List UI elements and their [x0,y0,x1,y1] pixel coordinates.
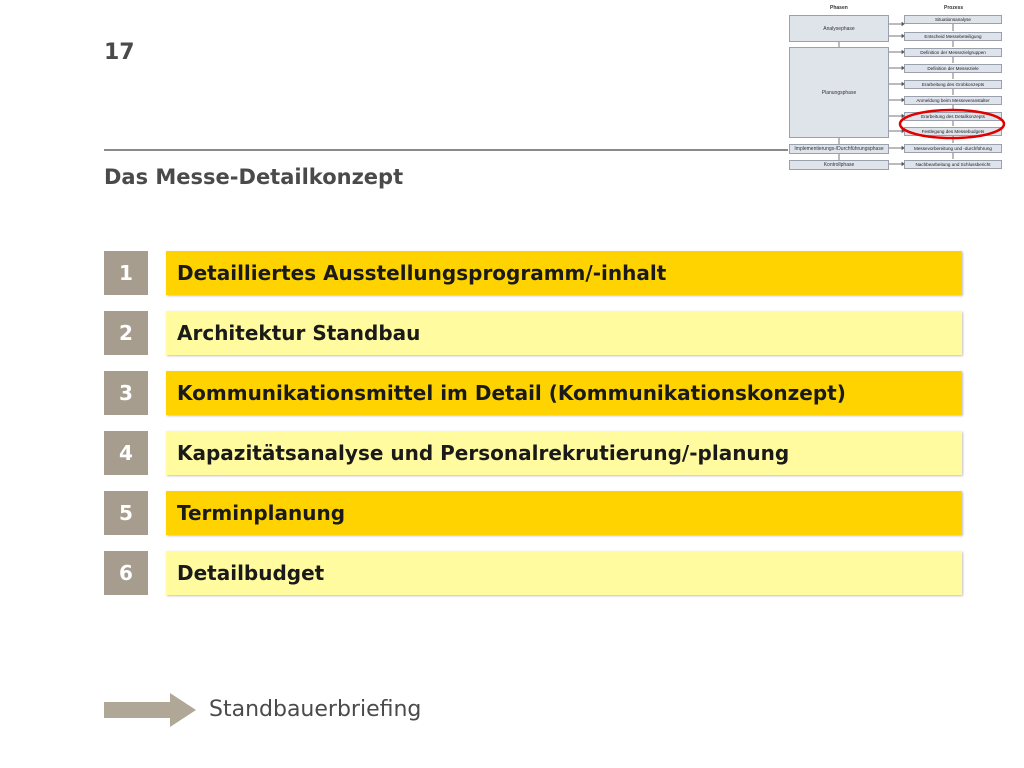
process-step: Situationsanalyse [904,15,1002,24]
title-divider [104,149,788,151]
phase-implementation: Implementierungs-/Durchführungsphase [789,144,889,154]
process-step: Messevorbereitung und -durchführung [904,144,1002,153]
item-bar[interactable]: Terminplanung [166,491,962,535]
item-bar[interactable]: Kapazitätsanalyse und Personalrekrutierung/-planung [166,431,962,475]
process-step: Festlegung des Messebudgets [904,127,1002,136]
item-bar[interactable]: Detailbudget [166,551,962,595]
item-number-badge: 4 [104,431,148,475]
phase-analysis: Analysephase [789,15,889,42]
item-bar[interactable]: Detailliertes Ausstellungsprogramm/-inhalt [166,251,962,295]
item-number-badge: 3 [104,371,148,415]
diagram-connectors [784,0,1010,176]
item-number-badge: 6 [104,551,148,595]
item-bar[interactable]: Kommunikationsmittel im Detail (Kommunikationskonzept) [166,371,962,415]
item-row-2 [104,311,962,355]
process-step: Erarbeitung des Detailkonzepts [904,112,1002,121]
diagram-header-phases: Phasen [830,5,848,11]
item-number-badge: 5 [104,491,148,535]
process-step: Definition der Messeziele [904,64,1002,73]
highlight-circle [900,110,1004,138]
phase-control: Kontrollphase [789,160,889,170]
process-diagram-thumbnail [784,0,1010,176]
next-step-label: Standbauerbriefing [209,697,422,722]
process-step: Entscheid Messebeteiligung [904,32,1002,41]
process-step: Nachbearbeitung und Schlussbericht [904,160,1002,169]
item-bar[interactable]: Architektur Standbau [166,311,962,355]
diagram-header-process: Prozess [944,5,964,11]
item-row-4 [104,431,962,475]
item-row-6 [104,551,962,595]
process-step: Anmeldung beim Messeveranstalter [904,96,1002,105]
slide-title: Das Messe-Detailkonzept [104,165,404,189]
item-row-3 [104,371,962,415]
item-number-badge: 1 [104,251,148,295]
item-row-5 [104,491,962,535]
item-number-badge: 2 [104,311,148,355]
process-step: Erarbeitung des Grobkonzepts [904,80,1002,89]
item-row-1 [104,251,962,295]
slide-number: 17 [104,40,135,65]
process-step: Definition der Messezielgruppen [904,48,1002,57]
phase-planning: Planungsphase [789,47,889,138]
arrow-right-icon [104,693,196,727]
